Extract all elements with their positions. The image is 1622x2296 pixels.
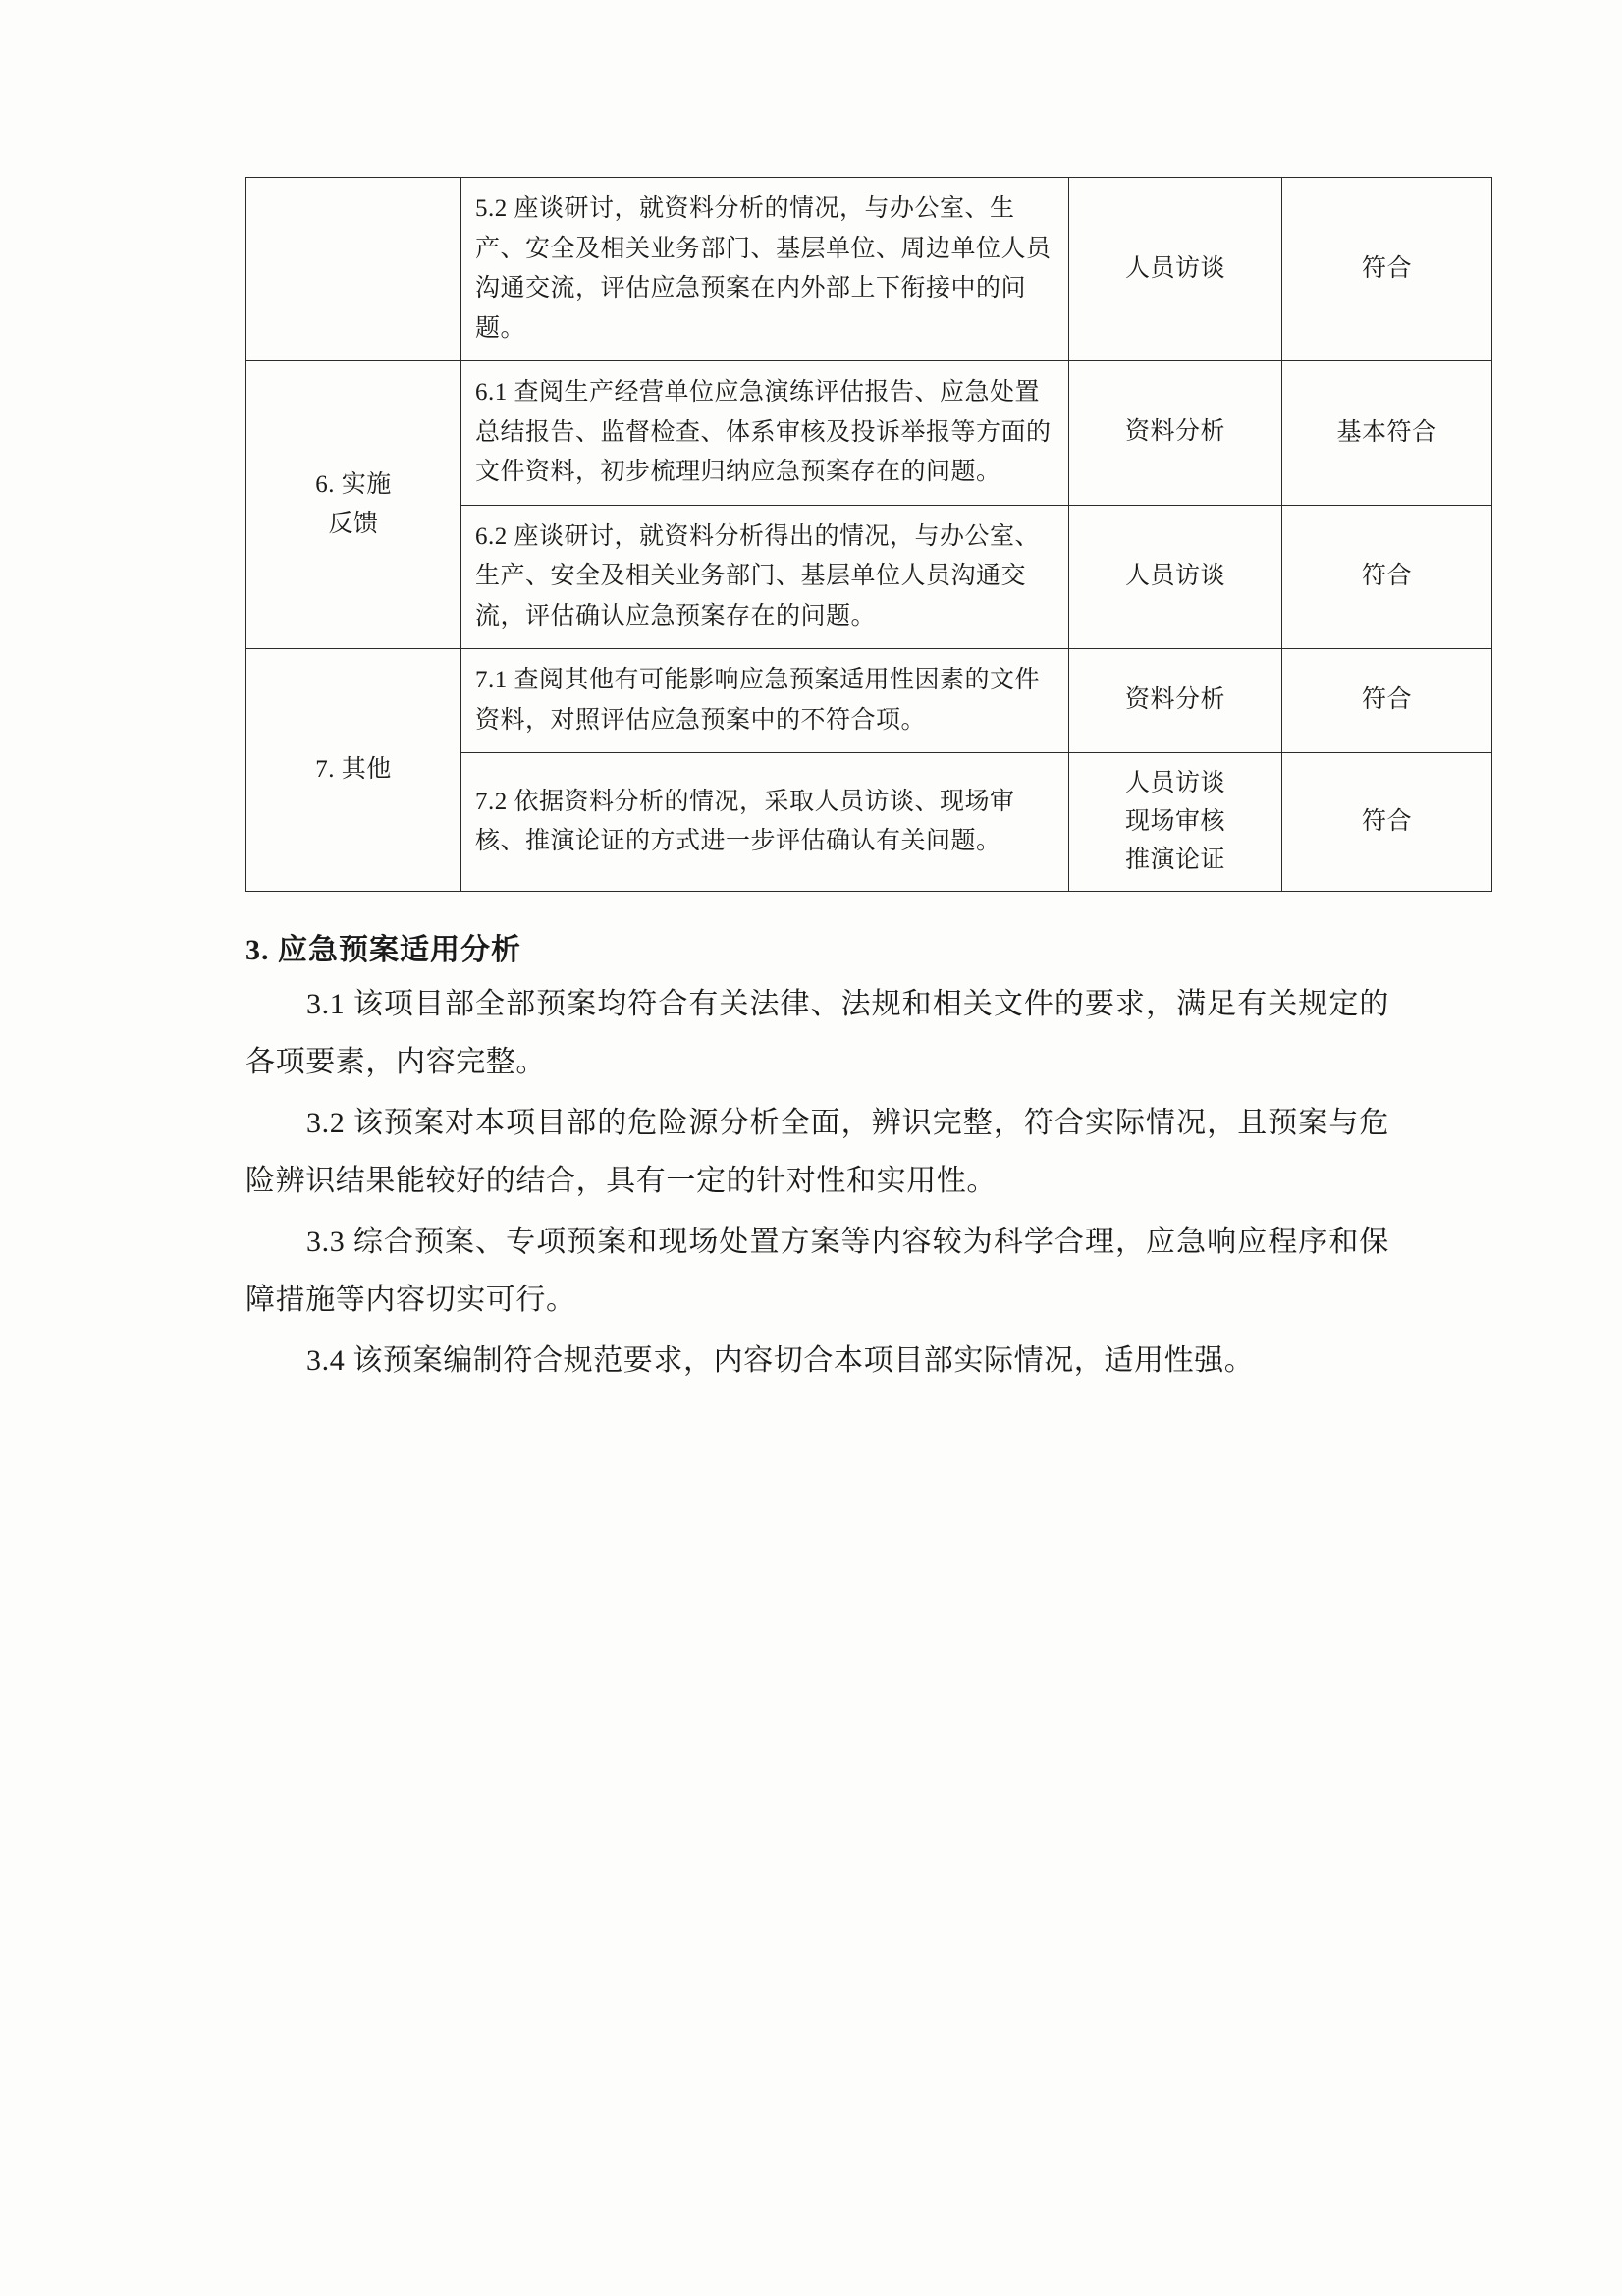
description-cell: 6.1 查阅生产经营单位应急演练评估报告、应急处置总结报告、监督检查、体系审核及投诉举报等方面的文件资料，初步梳理归纳应急预案存在的问题。 [461, 361, 1069, 506]
paragraph-3-3: 3.3 综合预案、专项预案和现场处置方案等内容较为科学合理，应急响应程序和保障措施等内容切实可行。 [245, 1226, 1389, 1316]
result-cell: 符合 [1282, 649, 1492, 753]
method-line: 资料分析 [1124, 686, 1225, 714]
method-cell [1069, 361, 1282, 506]
assessment-table-body [246, 178, 1492, 892]
method-line: 人员访谈 [1124, 562, 1225, 589]
page-content [245, 177, 1437, 1394]
method-line: 人员访谈 [1124, 254, 1225, 282]
table-row [246, 649, 1492, 753]
description-cell: 5.2 座谈研讨，就资料分析的情况，与办公室、生产、安全及相关业务部门、基层单位、周边单位人员沟通交流，评估应急预案在内外部上下衔接中的问题。 [461, 178, 1069, 361]
stage-cell-6 [246, 361, 461, 649]
table-row [246, 361, 1492, 506]
description-cell: 7.1 查阅其他有可能影响应急预案适用性因素的文件资料，对照评估应急预案中的不符合项。 [461, 649, 1069, 753]
result-cell: 符合 [1282, 753, 1492, 892]
method-cell [1069, 505, 1282, 649]
method-cell [1069, 649, 1282, 753]
method-line: 推演论证 [1124, 846, 1225, 873]
stage-line: 7. 其他 [315, 755, 392, 783]
paragraph-3-4: 3.4 该预案编制符合规范要求，内容切合本项目部实际情况，适用性强。 [306, 1344, 1255, 1378]
stage-cell-5 [246, 178, 461, 361]
paragraph-3-2: 3.2 该预案对本项目部的危险源分析全面，辨识完整，符合实际情况，且预案与危险辨识结果能较好的结合，具有一定的针对性和实用性。 [245, 1107, 1389, 1197]
description-cell: 6.2 座谈研讨，就资料分析得出的情况，与办公室、生产、安全及相关业务部门、基层单位人员沟通交流，评估确认应急预案存在的问题。 [461, 505, 1069, 649]
result-cell: 符合 [1282, 178, 1492, 361]
method-line: 人员访谈 [1124, 770, 1225, 796]
method-line: 资料分析 [1124, 418, 1225, 446]
result-cell: 符合 [1282, 505, 1492, 649]
paragraph-3-1: 3.1 该项目部全部预案均符合有关法律、法规和相关文件的要求，满足有关规定的各项要素，内容完整。 [245, 988, 1389, 1078]
stage-line: 6. 实施 [315, 470, 392, 498]
assessment-table [245, 177, 1492, 892]
stage-cell-7 [246, 649, 461, 892]
description-cell: 7.2 依据资料分析的情况，采取人员访谈、现场审核、推演论证的方式进一步评估确认有关问题。 [461, 753, 1069, 892]
result-cell: 基本符合 [1282, 361, 1492, 506]
stage-line: 反馈 [328, 511, 379, 537]
section-heading: 3. 应急预案适用分析 [245, 934, 521, 967]
method-cell [1069, 753, 1282, 892]
table-row [246, 178, 1492, 361]
method-cell [1069, 178, 1282, 361]
method-line: 现场审核 [1124, 807, 1225, 835]
